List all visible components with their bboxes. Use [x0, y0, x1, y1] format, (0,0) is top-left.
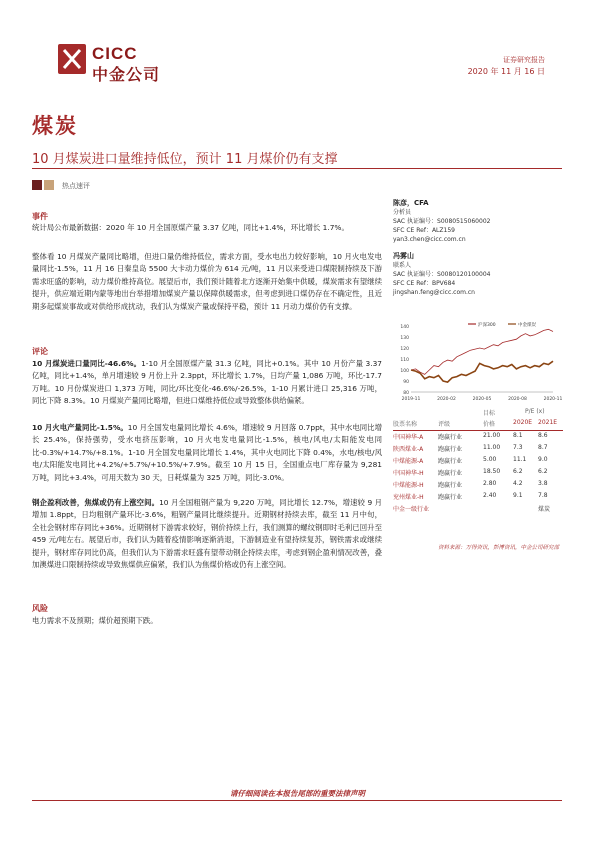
x-tick-label: 2020-05	[472, 397, 492, 402]
header-2021e: 2021E	[538, 419, 558, 426]
table-cell: 跑赢行业	[438, 458, 463, 465]
analyst-2-name: 冯雾山	[393, 252, 414, 260]
table-cell: 3.8	[538, 480, 548, 487]
table-cell: 18.50	[483, 468, 501, 475]
table-cell: 跑赢行业	[438, 482, 463, 489]
x-tick-label: 2019-11	[401, 397, 421, 402]
table-cell: 21.00	[483, 432, 501, 439]
table-row	[393, 492, 563, 503]
table-cell: 8.7	[538, 444, 548, 451]
section-comment-title: 评论	[32, 347, 48, 356]
tag-label: 热点速评	[62, 182, 90, 190]
table-cell: 跑赢行业	[438, 446, 463, 453]
x-tick-label: 2020-08	[508, 397, 527, 402]
header-name: 股票名称	[393, 421, 418, 428]
header-2020e: 2020E	[513, 419, 533, 426]
table-row	[393, 504, 563, 515]
table-cell: 4.2	[513, 480, 523, 487]
table-row	[393, 480, 563, 491]
sector-title: 煤炭	[32, 114, 78, 138]
table-cell: 陕西煤业-A	[393, 446, 424, 453]
table-cell: 兖州煤业-H	[393, 494, 424, 501]
table-cell: 中国神华-H	[393, 470, 424, 477]
table-cell: 中煤能源-H	[393, 482, 424, 489]
comment-item-3	[32, 497, 382, 571]
table-cell: 跑赢行业	[438, 470, 463, 477]
table-source: 资料来源：万得资讯，彭博资讯，中金公司研究部	[438, 545, 560, 551]
comment-item-2	[32, 422, 382, 484]
analyst-1	[393, 199, 558, 244]
comment-item-2-lead: 10 月火电产量同比-1.5%。	[32, 423, 128, 432]
x-tick-label: 2020-02	[437, 397, 456, 402]
comment-item-3-lead: 钢企盈利改善，焦煤或仍有上涨空间。	[32, 498, 160, 507]
table-cell: 中煤能源-A	[393, 458, 424, 465]
analyst-2	[393, 252, 558, 297]
table-cell: 9.0	[538, 456, 548, 463]
table-header	[393, 419, 563, 431]
table-cell: 5.00	[483, 456, 497, 463]
section-event-title: 事件	[32, 212, 48, 221]
analyst-2-sfc: SFC CE Ref：BPV684	[393, 280, 456, 287]
table-cell: 中国神华-A	[393, 434, 424, 441]
table-row	[393, 432, 563, 443]
tag-marker-1	[32, 180, 42, 190]
x-tick-label: 2020-11	[543, 397, 563, 402]
risk-text: 电力需求不及预期；煤价超预期下跌。	[32, 616, 158, 625]
analyst-1-name: 陈彦，CFA	[393, 199, 429, 207]
table-cell: 7.8	[538, 492, 548, 499]
analyst-2-role: 联系人	[393, 262, 412, 269]
table-cell: 中金一级行业	[393, 506, 430, 513]
y-tick-label: 90	[403, 380, 409, 385]
report-date: 2020 年 11 月 16 日	[467, 67, 545, 76]
table-cell: 9.1	[513, 492, 523, 499]
comment-item-1-text: 1-10 月全国原煤产量 31.3 亿吨，同比+0.1%。其中 10 月份产量 3.37 亿吨，同比+1.4%，单月增速较 9 月份上升 2.3ppt，环比增长 1.7%，日均产量 1,086 万吨，环比-17.7 万吨。10 月份煤炭进口 1,373 万吨，同比/环比变化-46.6%/-26.5%，1-10 月累计进口 25,316 万吨，同比下降 8.3%。10 月煤炭产量同比略增，但进口煤维持低位或导致整体供给偏紧。	[32, 359, 382, 406]
report-type: 证券研究报告	[503, 56, 545, 64]
table-cell: 7.3	[513, 444, 523, 451]
footer-divider	[32, 800, 562, 801]
table-cell: 11.1	[513, 456, 527, 463]
comment-item-2-text: 10 月全国发电量同比增长 4.6%，增速较 9 月回落 0.7ppt，其中水电同比增长 25.4%，保持强势，受水电挤压影响，10 月火电发电量同比-1.5%，核电/风电/太阳能发电同比-0.3%/+14.7%/+8.1%。1-10 月全国发电量同比增长 1.4%，其中火电同比下降 0.4%，水电/核电/风电/太阳能发电同比+4.2%/+5.7%/+10.5%/+7.9%。截至 10 月 15 日，全国重点电厂库存量为 9,281 万吨，同比+3.4%，可用天数为 30 天，日耗煤量为 325 万吨，同比-3.0%。	[32, 423, 382, 482]
header-rating: 评级	[438, 421, 451, 428]
table-row	[393, 456, 563, 467]
table-cell: 2.40	[483, 492, 497, 499]
table-cell: 8.1	[513, 432, 523, 439]
table-cell: 6.2	[513, 468, 523, 475]
price-chart	[393, 318, 563, 403]
table-cell: 煤炭	[538, 506, 551, 513]
headline-divider	[32, 168, 562, 169]
table-cell: 2.80	[483, 480, 497, 487]
footer-disclaimer: 请仔细阅读在本报告尾部的重要法律声明	[230, 789, 365, 798]
header-pe: P/E (x)	[525, 408, 545, 415]
y-tick-label: 120	[400, 347, 409, 352]
comment-item-1-lead: 10 月煤炭进口量同比-46.6%。	[32, 359, 142, 368]
analyst-1-role: 分析员	[393, 209, 412, 216]
y-tick-label: 130	[400, 336, 409, 341]
table-cell: 11.00	[483, 444, 501, 451]
table-header-top	[393, 408, 563, 419]
table-cell: 跑赢行业	[438, 494, 463, 501]
analyst-1-sfc: SFC CE Ref：ALZ159	[393, 227, 455, 234]
legend-label: 沪深300	[478, 323, 496, 328]
analyst-2-sac: SAC 执证编号：S0080120100004	[393, 271, 491, 278]
section-risk-title: 风险	[32, 604, 48, 613]
table-cell: 6.2	[538, 468, 548, 475]
series-line-1	[411, 361, 553, 382]
header-price: 价格	[483, 421, 496, 428]
y-tick-label: 100	[400, 369, 409, 374]
brand-name-cn: 中金公司	[92, 65, 161, 84]
table-cell: 跑赢行业	[438, 434, 463, 441]
cicc-logo	[56, 42, 88, 80]
comment-item-3-text: 10 月全国粗钢产量为 9,220 万吨，同比增长 12.7%，增速较 9 月增加 1.8ppt，日均粗钢产量环比-3.6%，粗钢产量同比继续提升。近期钢材持续去库，截至 11 月中旬，全社会钢材库存同比+36%。近期钢材下游需求较好，钢价持续上行，我们测算的螺纹钢即时毛利已回升至 459 元/吨左右。展望后市，我们认为随着疫情影响逐渐消退，下游制造业有望持续复苏，钢铁需求或继续提升，钢材库存同比仍高，但我们认为下游需求旺盛有望带动钢企持续去库，考虑到钢企盈利情况改善，叠加澳煤进口限制持续或导致焦煤供应偏紧，我们认为焦煤价格或仍有上涨空间。	[32, 498, 382, 570]
y-tick-label: 140	[400, 325, 409, 330]
analyst-1-email: yan3.chen@cicc.com.cn	[393, 236, 466, 243]
table-cell: 8.6	[538, 432, 548, 439]
y-tick-label: 110	[400, 358, 409, 363]
tag-marker-2	[44, 180, 54, 190]
y-tick-label: 80	[403, 391, 409, 396]
comment-item-1	[32, 358, 382, 408]
analyst-1-sac: SAC 执证编号：S0080515060002	[393, 218, 491, 225]
header-target: 目标	[483, 410, 496, 417]
table-row	[393, 468, 563, 479]
brand-name-en: CICC	[92, 44, 138, 63]
legend-label: 中金煤炭	[518, 323, 536, 328]
table-row	[393, 444, 563, 455]
event-paragraph-2: 整体看 10 月煤炭产量同比略增，但进口量仍维持低位，需求方面，受水电出力较好影响，10 月火电发电量同比-1.5%，11 月 16 日秦皇岛 5500 大卡动力煤价为 614 元/吨，11 月以来受进口煤限制持续及下游需求旺盛的影响，动力煤价维持高位。展望后市，我们预计随着北方逐渐开始集中供暖，煤炭需求有望继续提升，供应端近期内蒙等地出台举措增加煤炭产量以保障供暖需求，但考虑到进口煤仍存在不确定性，且近期多起煤炭事故或对供给形成扰动，我们认为煤炭产量或保持平稳，预计 11 月动力煤价仍有支撑。	[32, 252, 382, 311]
analyst-2-email: jingshan.feng@cicc.com.cn	[393, 289, 475, 296]
headline: 10 月煤炭进口量维持低位，预计 11 月煤价仍有支撑	[32, 152, 338, 167]
event-paragraph-1: 统计局公布最新数据：2020 年 10 月全国原煤产量 3.37 亿吨，同比+1.4%，环比增长 1.7%。	[32, 223, 349, 232]
